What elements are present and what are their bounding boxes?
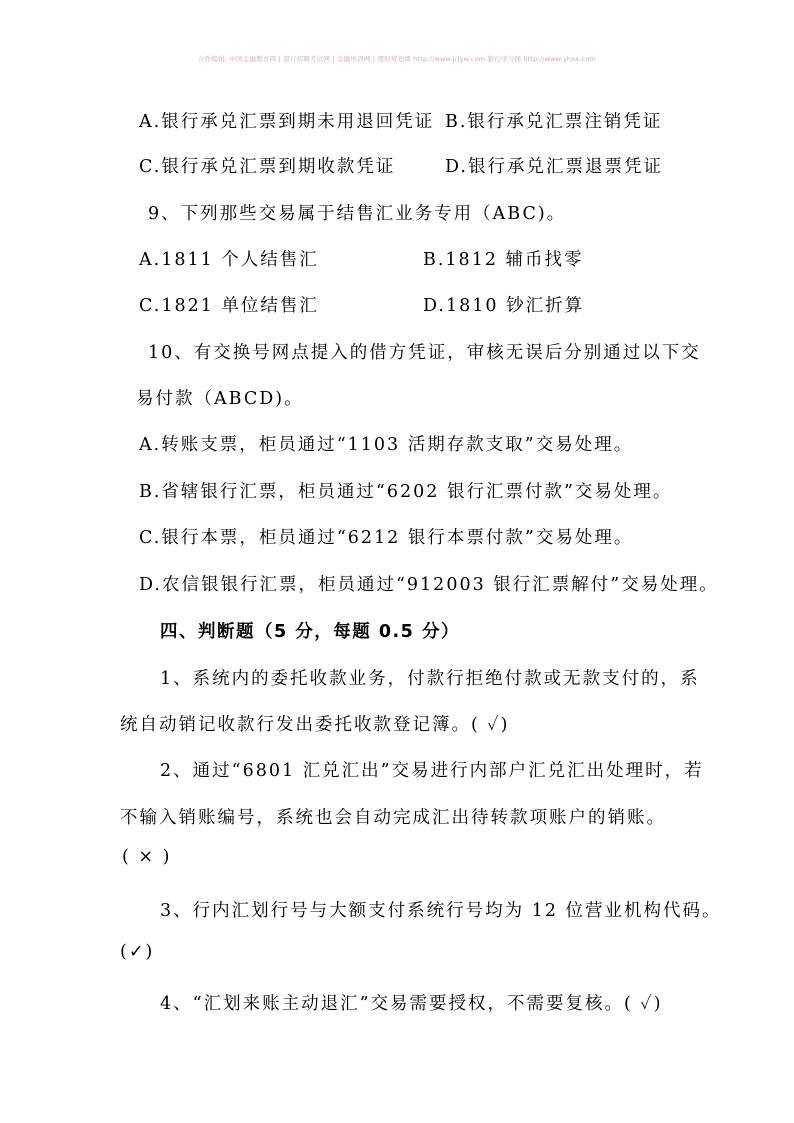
- q9-question: 9、下列那些交易属于结售汇业务专用（ABC)。: [148, 204, 567, 224]
- q8-option-c: C.银行承兑汇票到期收款凭证: [139, 157, 396, 177]
- q9-option-c: C.1821 单位结售汇: [139, 296, 319, 316]
- q8-option-d: D.银行承兑汇票退票凭证: [445, 157, 663, 177]
- q9-option-a: A.1811 个人结售汇: [139, 250, 319, 270]
- q9-option-d: D.1810 钞汇折算: [423, 296, 585, 316]
- q8-option-a: A.银行承兑汇票到期未用退回凭证: [139, 112, 435, 132]
- judgment-2-line3: ( × ): [122, 847, 172, 867]
- q10-question-line2: 易付款（ABCD)。: [136, 389, 304, 409]
- judgment-4-line1: 4、“汇划来账主动退汇”交易需要授权，不需要复核。( ✓): [160, 994, 663, 1014]
- q10-option-c: C.银行本票，柜员通过“6212 银行本票付款”交易处理。: [139, 528, 634, 548]
- page-header-watermark: 合作编辑: 中国金融教育网 | 银行招聘考试网 | 金融培训网 | 理财规划师 http://www.jrjyw.com 银行学习网 http://www.yhxx.com: [197, 55, 597, 63]
- judgment-2-line1: 2、通过“6801 汇兑汇出”交易进行内部户汇兑汇出处理时，若: [160, 761, 704, 781]
- q8-option-b: B.银行承兑汇票注销凭证: [445, 112, 663, 132]
- section-title: 四、判断题（5 分，每题 0.5 分）: [160, 622, 460, 642]
- q10-option-b: B.省辖银行汇票，柜员通过“6202 银行汇票付款”交易处理。: [139, 482, 673, 502]
- judgment-3-line1: 3、行内汇划行号与大额支付系统行号均为 12 位营业机构代码。: [160, 901, 722, 921]
- judgment-1-line1: 1、系统内的委托收款业务，付款行拒绝付款或无款支付的，系: [160, 669, 700, 689]
- q10-question-line1: 10、有交换号网点提入的借方凭证，审核无误后分别通过以下交: [148, 343, 701, 363]
- q9-option-b: B.1812 辅币找零: [423, 250, 584, 270]
- q10-option-a: A.转账支票，柜员通过“1103 活期存款支取”交易处理。: [139, 435, 634, 455]
- judgment-1-line2: 统自动销记收款行发出委托收款登记簿。( ✓): [120, 715, 510, 735]
- judgment-3-line2: (✓): [120, 942, 155, 962]
- judgment-2-line2: 不输入销账编号，系统也会自动完成汇出待转款项账户的销账。: [120, 808, 666, 828]
- q10-option-d: D.农信银银行汇票，柜员通过“912003 银行汇票解付”交易处理。: [139, 575, 719, 595]
